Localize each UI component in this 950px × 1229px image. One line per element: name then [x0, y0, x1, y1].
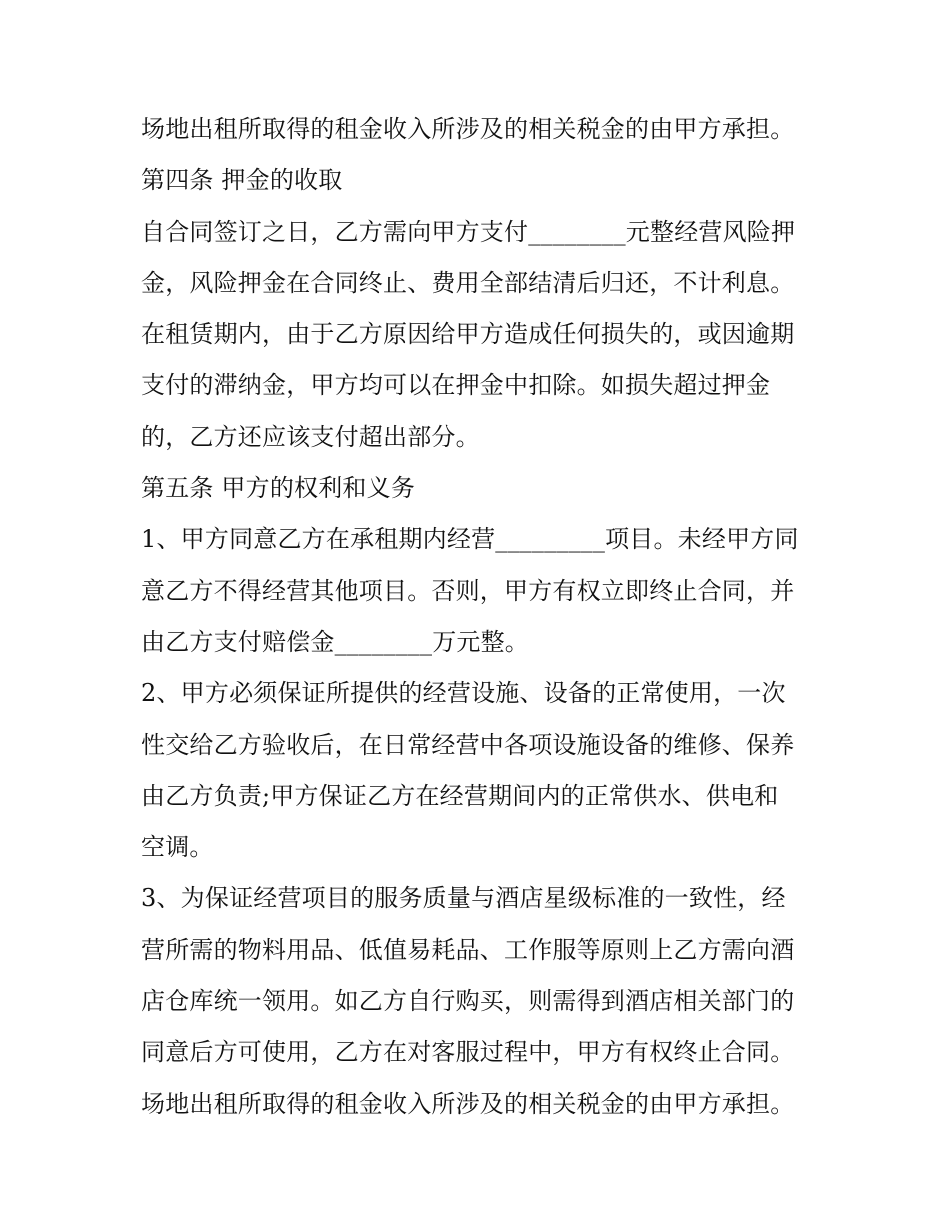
- text-line: 意乙方不得经营其他项目。否则，甲方有权立即终止合同，并: [141, 576, 795, 605]
- text-line: 营所需的物料用品、低值易耗品、工作服等原则上乙方需向酒: [141, 935, 795, 964]
- document-body: [141, 104, 821, 1130]
- text-line: 在租赁期内，由于乙方原因给甲方造成任何损失的，或因逾期: [141, 320, 795, 349]
- section-heading: 第四条 押金的收取: [141, 166, 343, 195]
- text-line: 1、甲方同意乙方在承租期内经营_________项目。未经甲方同: [141, 525, 799, 554]
- section-heading: 第五条 甲方的权利和义务: [141, 474, 416, 503]
- text-line: 支付的滞纳金，甲方均可以在押金中扣除。如损失超过押金: [141, 371, 771, 400]
- text-line: 同意后方可使用，乙方在对客服过程中，甲方有权终止合同。: [141, 1038, 795, 1067]
- text-line: 金，风险押金在合同终止、费用全部结清后归还，不计利息。: [141, 268, 795, 297]
- text-line: 2、甲方必须保证所提供的经营设施、设备的正常使用，一次: [141, 679, 786, 708]
- text-line: 场地出租所取得的租金收入所涉及的相关税金的由甲方承担。: [141, 115, 795, 143]
- text-line: 3、为保证经营项目的服务质量与酒店星级标准的一致性，经: [141, 884, 786, 913]
- text-line: 性交给乙方验收后，在日常经营中各项设施设备的维修、保养: [141, 730, 795, 759]
- text-line: 空调。: [141, 833, 214, 862]
- text-line: 由乙方负责;甲方保证乙方在经营期间内的正常供水、供电和: [141, 781, 779, 810]
- text-line: 店仓库统一领用。如乙方自行购买，则需得到酒店相关部门的: [141, 987, 795, 1016]
- text-line: 的，乙方还应该支付超出部分。: [141, 422, 480, 451]
- text-line: 自合同签订之日，乙方需向甲方支付________元整经营风险押: [141, 217, 796, 246]
- text-line: 场地出租所取得的租金收入所涉及的相关税金的由甲方承担。: [141, 1089, 795, 1118]
- text-line: 由乙方支付赔偿金________万元整。: [141, 627, 529, 656]
